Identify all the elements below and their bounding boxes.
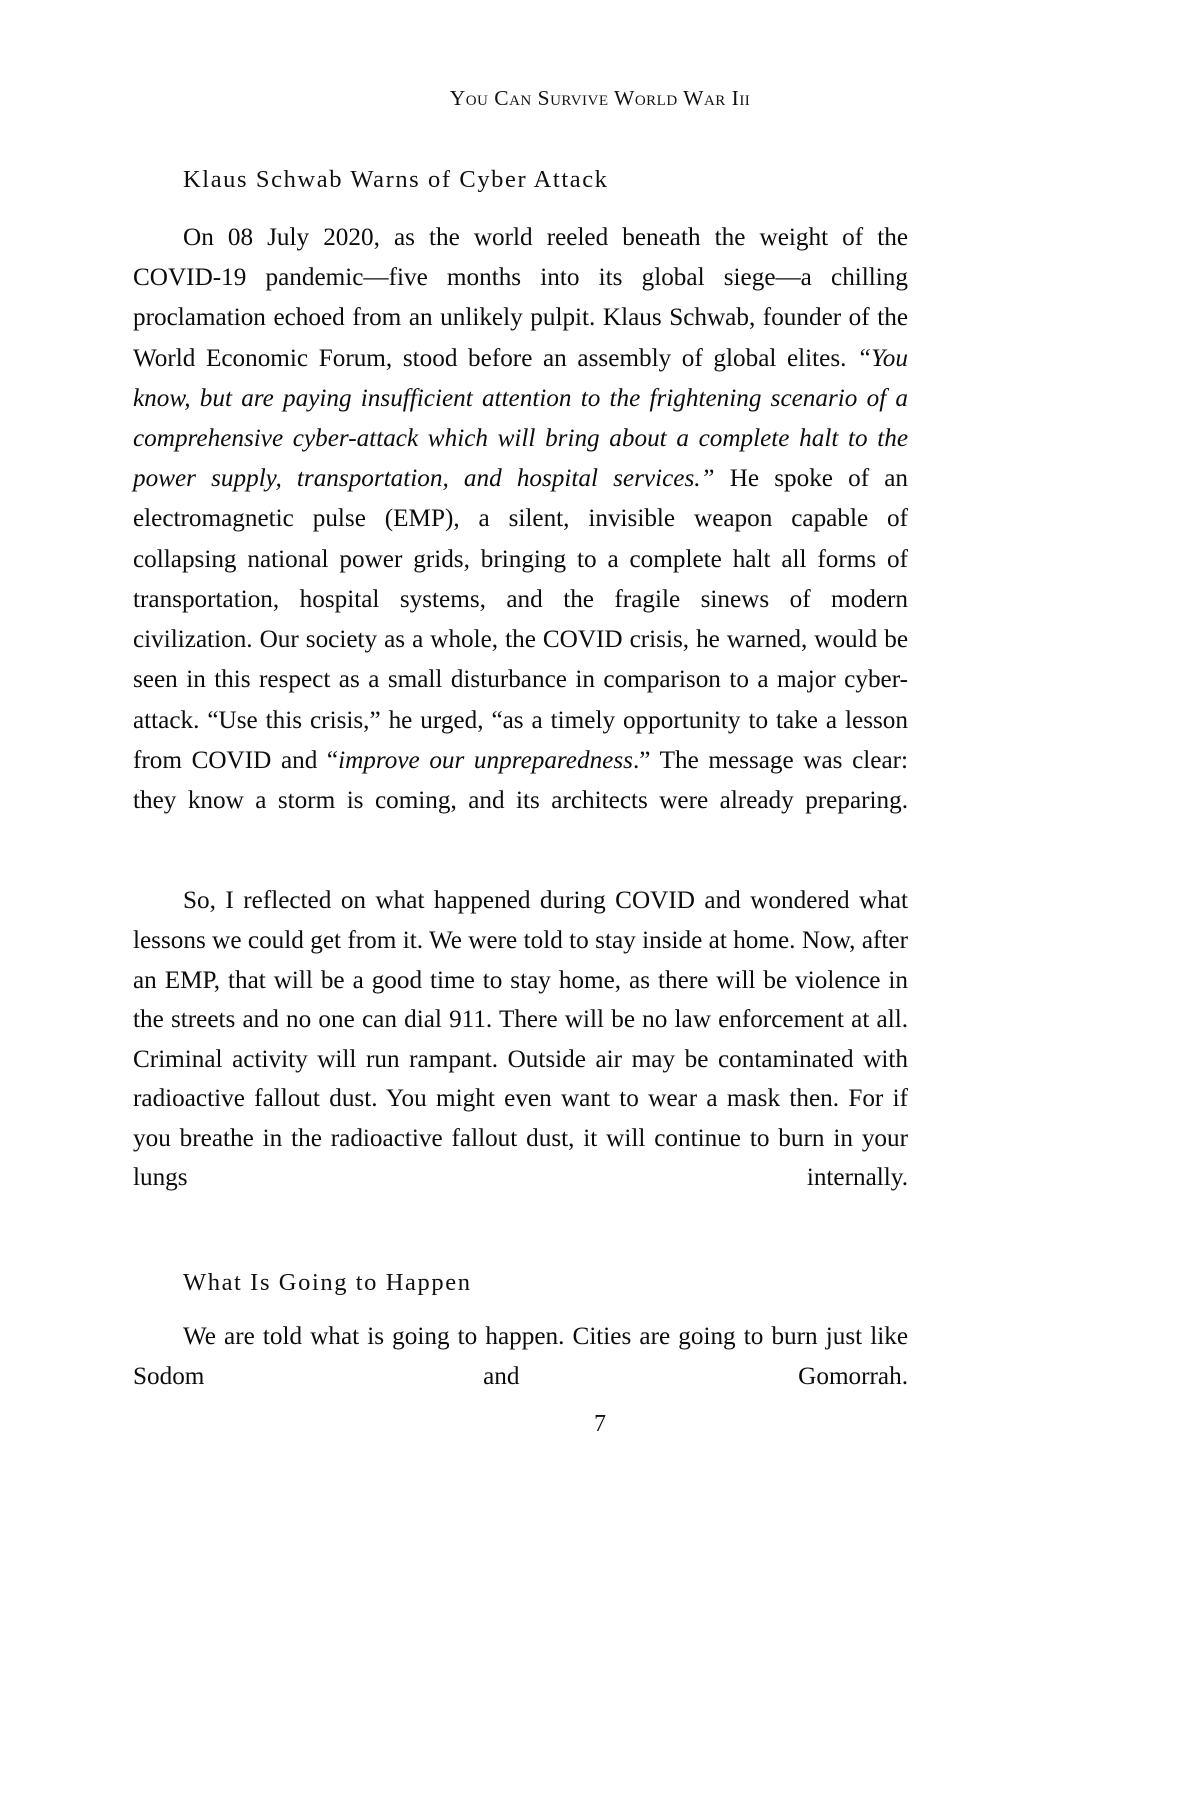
section-heading-klaus-schwab: Klaus Schwab Warns of Cyber Attack [183, 166, 609, 193]
section-heading-what-is-going-to-happen: What Is Going to Happen [183, 1268, 472, 1296]
emphasis-unpreparedness: improve our unpreparedness [338, 746, 633, 774]
page-number: 7 [594, 1411, 606, 1437]
text-run: He spoke of an electromagnetic pulse (EMP), a silent, invisible weapon capable of collapsing national power grids, bringing to a complete halt all forms of transportation, hospital systems, and the fragile sinews of modern civilization. Our society as a whole, the COVID crisis, he warned, would be seen in this respect as a small disturbance in comparison to a major cyber-attack. “Use this crisis,” he urged, “as a timely opportunity to take a lesson from COVID and “ [133, 465, 908, 774]
schwab-quotation: “You know, but are paying insufficient attention to the frightening scenario of a comprehensive cyber-attack which will bring about a complete halt to the power supply, transportation, and hospital services.” [133, 344, 908, 493]
text-run: .” The message was clear: they know a storm is coming, and its architects were already preparing. [133, 746, 909, 814]
paragraph-covid-reflection [133, 881, 908, 1237]
text-run: On 08 July 2020, as the world reeled beneath the weight of the COVID-19 pandemic—five months into its global siege—a chilling proclamation echoed from an unlikely pulpit. Klaus Schwab, founder of the World Economic Forum, stood before an assembly of global elites. [133, 224, 908, 372]
paragraph-schwab-warning [133, 218, 908, 861]
text-column [133, 163, 908, 1437]
running-header: You Can Survive World War Iii [449, 86, 751, 110]
text-run: We are told what is going to happen. Cities are going to burn just like Sodom and Gomorrah. [133, 1322, 908, 1390]
text-run: So, I reflected on what happened during COVID and wondered what lessons we could get from it. We were told to stay inside at home. Now, after an EMP, that will be a good time to stay home, as there will be violence in the streets and no one can dial 911. There will be no law enforcement at all. Criminal activity will run rampant. Outside air may be contaminated with radioactive fallout dust. You might even want to wear a mask then. For if you breathe in the radioactive fallout dust, it will continue to burn in your lungs internally. [133, 887, 908, 1192]
